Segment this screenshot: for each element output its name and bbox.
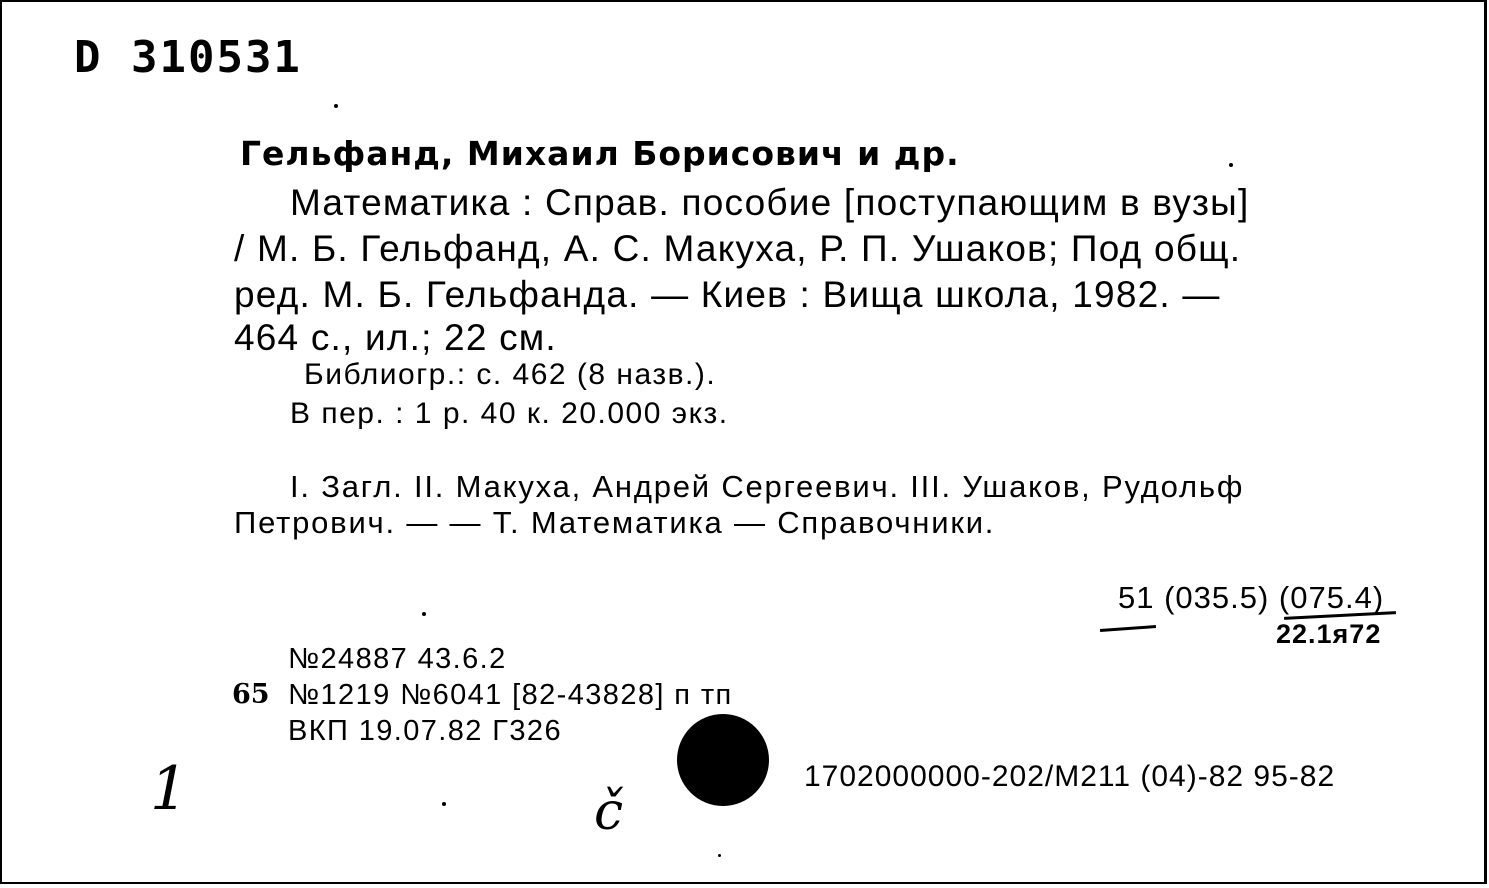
speck xyxy=(718,854,721,857)
udc-dash-mark xyxy=(1100,625,1156,632)
description-line-3: ред. М. Б. Гельфанда. — Киев : Вища школа, 1982. — xyxy=(234,274,1221,315)
description-line-1: Математика : Справ. пособие [поступающим в вузы] xyxy=(290,182,1250,223)
speck xyxy=(334,104,338,108)
punch-hole xyxy=(677,714,769,806)
author-heading: Гельфанд, Михаил Борисович и др. xyxy=(240,134,960,173)
tracings-line-2: Петрович. — — Т. Математика — Справочники. xyxy=(234,505,996,540)
call-number: D 310531 xyxy=(74,32,302,83)
handwritten-mark-2: č xyxy=(594,782,624,842)
service-line-1: №24887 43.6.2 xyxy=(288,643,507,675)
handwritten-mark-1: 1 xyxy=(150,754,189,824)
bibliography-note: Библиогр.: с. 462 (8 назв.). xyxy=(304,358,717,391)
speck xyxy=(1229,163,1233,167)
service-line-2: №1219 №6041 [82-43828] п тп xyxy=(288,679,733,711)
speck xyxy=(422,612,426,616)
speck xyxy=(442,802,446,806)
tracings-line-1: I. Загл. II. Макуха, Андрей Сергеевич. III. Ушаков, Рудольф xyxy=(290,469,1245,504)
isbn-line: 1702000000-202/М211 (04)-82 95-82 xyxy=(804,760,1336,793)
udc-classification: 51 (035.5) (075.4) xyxy=(1118,580,1385,615)
service-line-3: ВКП 19.07.82 Г326 xyxy=(288,715,562,747)
price-note: В пер. : 1 р. 40 к. 20.000 экз. xyxy=(290,397,729,430)
service-number: 65 xyxy=(232,679,270,710)
bbk-classification: 22.1я72 xyxy=(1276,619,1382,649)
description-line-2: / М. Б. Гельфанд, А. С. Макуха, Р. П. Ушаков; Под общ. xyxy=(234,228,1242,269)
description-line-4: 464 с., ил.; 22 см. xyxy=(234,317,557,358)
